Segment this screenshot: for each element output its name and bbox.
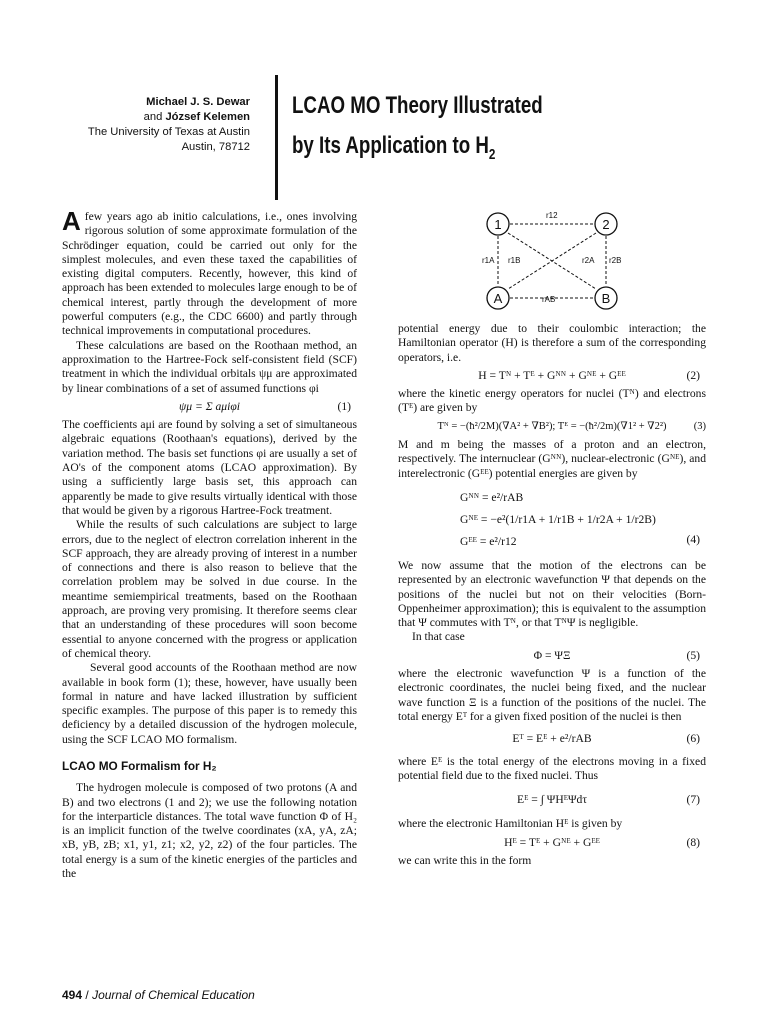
paragraph-masses: M and m being the masses of a proton and an electron, respectively. The internuclear (Gᴺᴺ), nuclear-electronic (Gᴺᴱ), and interelectronic (Gᴱᴱ) potential energies are given by: [398, 438, 706, 480]
equation-4: [460, 487, 706, 553]
node-label-B: B: [601, 291, 611, 306]
paragraph-kinetic: where the kinetic energy operators for nuclei (Tᴺ) and electrons (Tᴱ) are given by: [398, 387, 706, 415]
paragraph-coefficients: The coefficients aμi are found by solving a set of simultaneous algebraic equations (Roothaan's equations), derived by the variation method. The basis set functions φi are usually a set of AO's of the component atoms (LCAO approximation). By using a sufficiently large basis set, this approach can apparently be made to give results virtually identical with those that would be given by a rigorous Hartree-Fock treatment.: [62, 418, 357, 517]
title-rule: [275, 75, 278, 200]
paragraph-hydrogen: The hydrogen molecule is composed of two protons (A and B) and two electrons (1 and 2); we use the following notation for the interparticle distances. The total wave function Φ of H₂ is an implicit function of the twelve coordinates (xA, yA, zA; xB, yB, zB; x1, y1, z1; x2, y2, z2) of the four particles. The total energy is a sum of the kinetic energies of the particles and the: [62, 781, 357, 881]
affiliation: The University of Texas at Austin: [87, 126, 250, 138]
section-heading: LCAO MO Formalism for H₂: [62, 758, 217, 773]
equation-4b: Gᴺᴱ = −e²(1/r1A + 1/r1B + 1/r2A + 1/r2B): [460, 512, 656, 526]
page-number: 494: [62, 988, 83, 1002]
interparticle-diagram: [478, 206, 628, 316]
intro-paragraph: Afew years ago ab initio calculations, i.e., ones involving rigorous solution of some approximate formulation of the Schrödinger equation, could be carried out only for the simplest molecules, and even these taxed the capabilities of existing digital computers. Recently, however, this kind of approach has been extended to molecules large enough to be of chemical interest, partly through the development of more powerful computers (e.g., the CDC 6600) and partly through technical improvements in computational procedures.: [62, 206, 357, 338]
left-column: [62, 206, 357, 881]
paragraph-wavefunction: where the electronic wavefunction Ψ is a function of the electronic coordinates, the nuclei being fixed, and the nuclear wave function Ξ is a function of the positions of the nuclei. The total energy Eᵀ for a given fixed position of the nuclei is then: [398, 667, 706, 723]
equation-3: Tᴺ = −(ħ²/2M)(∇A² + ∇B²); Tᴱ = −(ħ²/2m)(∇1² + ∇2²) (3): [437, 420, 706, 432]
paragraph-in-that-case: In that case: [412, 630, 465, 644]
author-2: József Kelemen: [165, 111, 250, 123]
label-r12: r12: [546, 211, 558, 220]
label-r2B: r2B: [609, 256, 622, 265]
right-column: [398, 322, 706, 868]
label-rAB: rAB: [542, 295, 556, 304]
equation-4-number: (4): [686, 532, 700, 546]
equation-7: Eᴱ = ∫ ΨHᴱΨdτ (7): [516, 793, 700, 807]
paragraph-form: we can write this in the form: [398, 854, 532, 868]
equation-4c: Gᴱᴱ = e²/r12: [460, 534, 517, 548]
equation-6: Eᵀ = Eᴱ + e²/rAB (6): [512, 732, 700, 746]
author-1: Michael J. S. Dewar: [146, 96, 250, 108]
title-line-2: by Its Application to $H_2$: [292, 132, 496, 163]
footer-separator: /: [85, 988, 89, 1002]
equation-8: Hᴱ = Tᴱ + Gᴺᴱ + Gᴱᴱ (8): [504, 835, 700, 849]
equation-2: H = Tᴺ + Tᴱ + Gᴺᴺ + Gᴺᴱ + Gᴱᴱ (2): [478, 368, 700, 382]
equation-5: Φ = ΨΞ (5): [533, 648, 700, 662]
node-label-A: A: [493, 291, 503, 306]
paragraph-correlation: While the results of such calculations are subject to large errors, due to the neglect of electron correlation inherent in the SCF approach, they are already proving of interest in a number of connections and there is also reason to believe that the correlation problem may be solved in due course. In the meantime semiempirical treatments, based on the Roothaan approach, are proving very promising. It therefore seems clear that an understanding of these procedures will soon become essential to anyone concerned with the progress or application of chemical theory.: [62, 518, 357, 660]
article-title: [292, 86, 543, 175]
affiliation-city: Austin, 78712: [181, 141, 250, 153]
paragraph-roothaan: These calculations are based on the Roothaan method, an approximation to the Hartree-Fock self-consistent field (SCF) treatment in which the individual orbitals ψμ are approximated by linear combinations of a set of assumed functions φi: [62, 338, 357, 395]
drop-cap: A: [62, 206, 81, 236]
author-block: [60, 95, 250, 155]
label-r2A: r2A: [582, 256, 595, 265]
paragraph-electron-energy: where Eᴱ is the total energy of the electrons moving in a fixed potential field due to the fixed nuclei. Thus: [398, 754, 706, 782]
node-label-2: 2: [602, 217, 610, 232]
paragraph-purpose: Several good accounts of the Roothaan method are now available in book form (1); these, however, have usually been formal in nature and have lacked illustration by sufficient specific examples. The purpose of this paper is to remedy this deficiency by a detailed discussion of the hydrogen molecule, using the SCF LCAO MO formalism.: [62, 661, 357, 746]
title-line-1: LCAO MO Theory Illustrated: [292, 92, 543, 119]
paragraph-hamiltonian: where the electronic Hamiltonian Hᴱ is given by: [398, 817, 623, 831]
paragraph-born-oppenheimer: We now assume that the motion of the electrons can be represented by an electronic wavefunction Ψ that depends on the positions of the nuclei but not on their velocities (Born-Oppenheimer approximation); this is equivalent to the assumption that Ψ commutes with Tᴺ, or that TᴺΨ is negligible.: [398, 558, 706, 630]
paragraph-potential: potential energy due to their coulombic interaction; the Hamiltonian operator (H) is therefore a sum of the corresponding operators, i.e.: [398, 322, 706, 364]
node-label-1: 1: [494, 217, 502, 232]
equation-4a: Gᴺᴺ = e²/rAB: [460, 490, 524, 504]
author-and: and: [143, 111, 163, 123]
page-footer: [62, 988, 255, 1002]
equation-1: ψμ = Σ aμiφi (1): [179, 399, 351, 413]
journal-name: Journal of Chemical Education: [92, 988, 255, 1002]
label-r1A: r1A: [482, 256, 495, 265]
label-r1B: r1B: [508, 256, 521, 265]
